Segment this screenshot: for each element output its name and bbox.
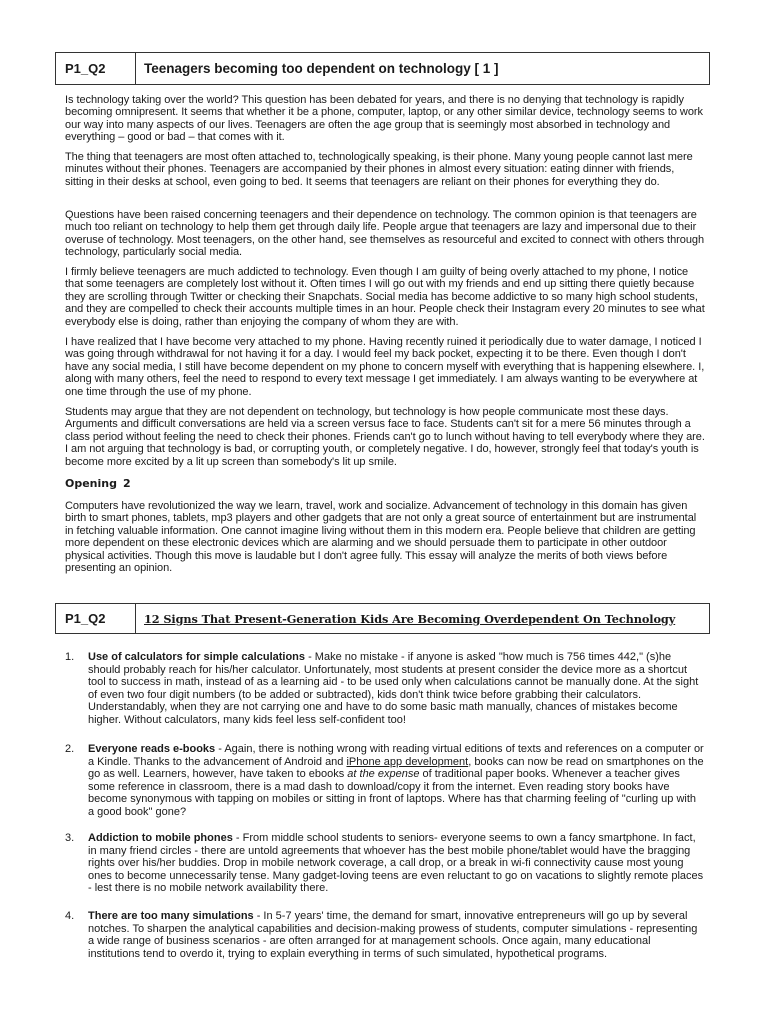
opening-heading: [65, 477, 131, 490]
item-heading: Everyone reads e-books: [88, 743, 216, 755]
item-text: of traditional paper books. Whenever a teacher gives some reference in classroom, there is a mad dash to download/copy it from the internet. Even reading story books have become synonymous with tapping on mobiles or sitting in front of laptops. Where has that charming feeling of "curling up with a good book" gone?: [88, 768, 697, 818]
list-item: [65, 743, 705, 818]
item-number: 4.: [65, 910, 75, 922]
item-heading: Addiction to mobile phones: [88, 832, 233, 844]
paragraph: Questions have been raised concerning teenagers and their dependence on technology. The common opinion is that teenagers are much too reliant on technology to help them get through daily life. People argue that teenagers are lazy and impersonal due to their overuse of technology. Most teenagers, on the other hand, see themselves as resourceful and excited to connect with others through technology, particularly social media.: [65, 209, 705, 259]
paragraph: The thing that teenagers are most often attached to, technologically speaking, is their phone. Many young people cannot last mere minutes without their phones. Teenagers are accompanied by their phones in almost every situation: eating dinner with friends, sitting in their desks at school, even going to bed. It seems that teenagers are reliant on their phones for everything they do.: [65, 151, 693, 188]
item-emphasis: at the expense: [347, 768, 420, 780]
item-text: - In 5-7 years' time, the demand for smart, innovative entrepreneurs will go up by several notches. To sharpen the analytical capabilities and decision-making prowess of students, computer simulations - representing a wide range of business scenarios - are often arranged for at management schools. Once again, many educational institutions tend to overdo it, trying to explain everything in terms of such simulated, hypothetical programs.: [88, 910, 698, 960]
item-text: - Again, there is nothing wrong with reading virtual editions of texts and references on a computer or a Kindle. Thanks to the advancement of Android and: [88, 743, 704, 768]
section-header-1: [55, 52, 710, 85]
section-title: Teenagers becoming too dependent on technology [ 1 ]: [144, 61, 499, 76]
list-item: [65, 651, 705, 726]
list-item: [65, 910, 705, 960]
paragraph: I firmly believe teenagers are much addicted to technology. Even though I am guilty of being overly attached to my phone, I notice that some teenagers are completely lost without it. Often times I will go out with my friends and end up sitting there quietly because they are scrolling through Twitter or checking their Snapchats. Social media has become addictive to so many high school students, and they are compelled to check their accounts multiple times in an hour. People check their Instagram every 20 minutes to see what everybody else is doing, rather than enjoying the company of whom they are with.: [65, 266, 705, 328]
iphone-app-development-link[interactable]: iPhone app development: [346, 755, 469, 768]
item-number: 1.: [65, 651, 75, 663]
item-heading: Use of calculators for simple calculations: [88, 651, 306, 663]
section-title: 12 Signs That Present-Generation Kids Are Becoming Overdependent On Technology: [144, 611, 676, 626]
item-text: , books can now be read on smartphones on the go as well. Learners, however, have taken to ebooks: [88, 755, 704, 780]
opening-number: 2: [123, 477, 131, 490]
item-heading: There are too many simulations: [88, 910, 254, 922]
section-header-2: [55, 603, 710, 634]
paragraph: I have realized that I have become very attached to my phone. Having recently ruined it periodically due to water damage, I noticed I was going through withdrawal for not having it for a day. I would feel my back pocket, expecting it to be there. Even though I don't have any social media, I still have become dependent on my phone to concern myself with everything that is happening elsewhere. I, along with many others, feel the need to respond to every text message I get immediately. I am always wanting to be everywhere at one time through the use of my phone.: [65, 336, 705, 398]
section-code: P1_Q2: [56, 53, 136, 84]
item-text: - Make no mistake - if anyone is asked "how much is 756 times 442," (s)he should probably reach for his/her calculator. Unfortunately, most students at present consider the device more as a shortcut tool to success in math, instead of as a learning aid - to be used only when calculations cannot be manually done. At the sight of even two four digit numbers (to be added or subtracted), kids don't think twice before grabbing their calculators. Understandably, when they are not carrying one and have to do some basic math manually, chances of mistakes become higher. Without calculators, many kids feel less self-confident too!: [88, 651, 699, 726]
item-number: 2.: [65, 743, 75, 755]
paragraph: Students may argue that they are not dependent on technology, but technology is how people communicate most these days. Arguments and difficult conversations are held via a screen versus face to face. Students can't sit for a mere 56 minutes through a class period without feeling the need to check their phones. Friends can't go to lunch without having to tell everybody where they are. I am not arguing that technology is bad, or corrupting youth, or completely negative. I do, however, strongly feel that today's youth is become more excited by a lit up screen than somebody's lit up smile.: [65, 406, 705, 468]
opening-label: Opening: [65, 477, 117, 490]
paragraph: Is technology taking over the world? This question has been debated for years, and there is no denying that technology is rapidly becoming omnipresent. It seems that whether it be a phone, computer, laptop, or any other similar device, technology seems to work our way into many aspects of our lives. Teenagers are often the age group that is seemingly most absorbed in technology and everything – good or bad – that comes with it.: [65, 94, 703, 144]
list-item: [65, 832, 705, 895]
item-number: 3.: [65, 832, 75, 844]
item-text: - From middle school students to seniors- everyone seems to own a fancy smartphone. In fact, in many friend circles - there are untold agreements that whoever has the best mobile phone/tablet would have the bragging rights over his/her buddies. Drop in mobile network coverage, a call drop, or a break in wi-fi connectivity cause most young ones to become unnecessarily tense. Many gadget-loving teens are even reluctant to go on vacations to slightly remote places - lest there is no mobile network availability there.: [88, 832, 704, 894]
section-code: P1_Q2: [56, 604, 136, 633]
opening-paragraph: Computers have revolutionized the way we learn, travel, work and socialize. Advancement of technology in this domain has given birth to smart phones, tablets, mp3 players and other gadgets that are not only a great source of entertainment but are instrumental in fetching valuable information. One cannot imagine living without them in this modern era. People believe that children are getting more dependent on these electronic devices which are alarming and we should persuade them to participate in other outdoor physical activities. Though this move is laudable but I don't agree fully. This essay will analyze the merits of both views before presenting an opinion.: [65, 500, 697, 575]
